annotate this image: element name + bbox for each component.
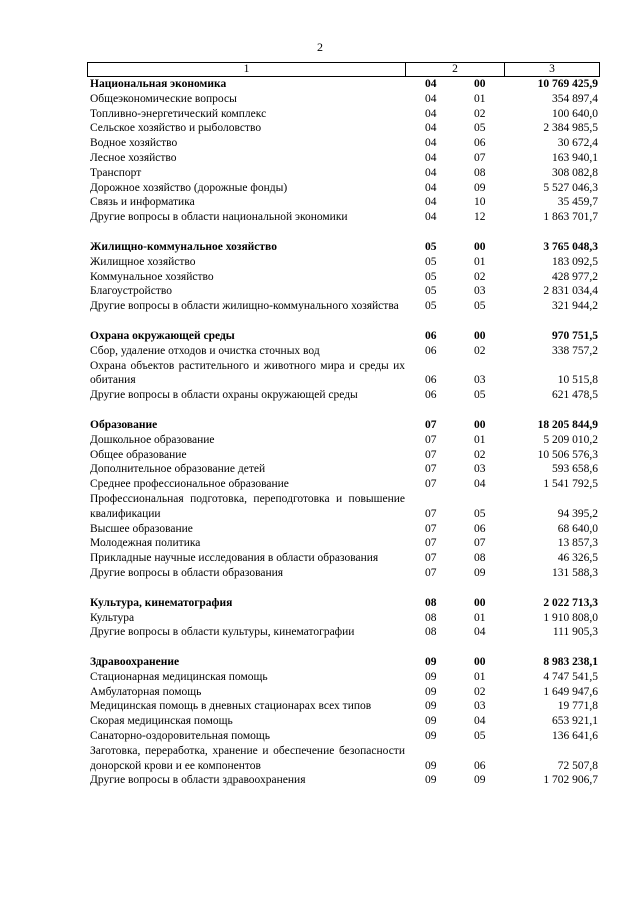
row-section: 09 xyxy=(425,670,437,683)
row-section: 07 xyxy=(425,566,437,579)
row-amount: 13 857,3 xyxy=(557,537,598,550)
table-row xyxy=(87,284,600,299)
row-section: 09 xyxy=(425,730,437,743)
header-col-2: 2 xyxy=(406,63,505,76)
row-amount: 5 527 046,3 xyxy=(543,181,598,194)
row-subsection: 06 xyxy=(474,759,486,772)
table-row xyxy=(87,551,600,566)
row-subsection: 01 xyxy=(474,611,486,624)
row-subsection: 04 xyxy=(474,715,486,728)
row-subsection: 04 xyxy=(474,626,486,639)
row-amount: 183 092,5 xyxy=(552,255,598,268)
row-name: Другие вопросы в области здравоохранения xyxy=(90,774,306,787)
row-section: 09 xyxy=(425,656,437,669)
row-name: Сельское хозяйство и рыболовство xyxy=(90,122,262,135)
row-amount: 4 747 541,5 xyxy=(543,670,598,683)
table-row xyxy=(87,136,600,151)
row-section: 09 xyxy=(425,700,437,713)
table-row xyxy=(87,699,600,714)
row-subsection: 02 xyxy=(474,448,486,461)
row-section: 07 xyxy=(425,463,437,476)
row-amount: 30 672,4 xyxy=(557,137,598,150)
row-section: 04 xyxy=(425,151,437,164)
row-subsection: 00 xyxy=(474,78,486,90)
row-name: Охрана окружающей среды xyxy=(90,329,235,342)
row-amount: 308 082,8 xyxy=(552,166,598,179)
table-row xyxy=(87,744,600,774)
row-section: 06 xyxy=(425,344,437,357)
row-subsection: 02 xyxy=(474,107,486,120)
section-title-row xyxy=(87,655,600,670)
row-section: 06 xyxy=(425,389,437,402)
row-section: 09 xyxy=(425,759,437,772)
row-section: 05 xyxy=(425,300,437,313)
row-name: Заготовка, переработка, хранение и обеспечение безопасности донорской крови и ее компонентов xyxy=(90,744,405,772)
row-subsection: 09 xyxy=(474,181,486,194)
section-gap xyxy=(87,581,600,596)
row-subsection: 01 xyxy=(474,92,486,105)
row-section: 07 xyxy=(425,448,437,461)
row-amount: 19 771,8 xyxy=(557,700,598,713)
row-name: Профессиональная подготовка, переподготовка и повышение квалификации xyxy=(90,492,405,520)
row-subsection: 00 xyxy=(474,656,486,669)
row-subsection: 03 xyxy=(474,285,486,298)
row-amount: 10 769 425,9 xyxy=(537,78,598,90)
row-name: Прикладные научные исследования в области образования xyxy=(90,552,379,565)
row-name: Молодежная политика xyxy=(90,537,201,550)
section-title-row xyxy=(87,240,600,255)
row-subsection: 02 xyxy=(474,270,486,283)
table-body xyxy=(87,77,600,788)
row-section: 04 xyxy=(425,78,437,90)
row-subsection: 06 xyxy=(474,137,486,150)
table-row xyxy=(87,433,600,448)
row-name: Санаторно-оздоровительная помощь xyxy=(90,730,270,743)
row-amount: 428 977,2 xyxy=(552,270,598,283)
row-subsection: 05 xyxy=(474,507,486,520)
table-row xyxy=(87,210,600,225)
section-gap xyxy=(87,314,600,329)
row-section: 08 xyxy=(425,626,437,639)
row-name: Национальная экономика xyxy=(90,78,227,90)
row-subsection: 00 xyxy=(474,596,486,609)
table-row xyxy=(87,344,600,359)
table-row xyxy=(87,729,600,744)
row-amount: 2 384 985,5 xyxy=(543,122,598,135)
row-section: 05 xyxy=(425,285,437,298)
row-subsection: 09 xyxy=(474,774,486,787)
row-amount: 136 641,6 xyxy=(552,730,598,743)
table-row xyxy=(87,611,600,626)
row-amount: 1 863 701,7 xyxy=(543,211,598,224)
row-amount: 3 765 048,3 xyxy=(543,240,598,253)
row-amount: 1 541 792,5 xyxy=(543,478,598,491)
row-section: 07 xyxy=(425,433,437,446)
table-row xyxy=(87,522,600,537)
row-name: Амбулаторная помощь xyxy=(90,685,202,698)
row-amount: 354 897,4 xyxy=(552,92,598,105)
row-subsection: 01 xyxy=(474,670,486,683)
row-amount: 2 831 034,4 xyxy=(543,285,598,298)
row-section: 04 xyxy=(425,107,437,120)
row-subsection: 00 xyxy=(474,240,486,253)
row-amount: 338 757,2 xyxy=(552,344,598,357)
page-number: 2 xyxy=(317,40,323,54)
row-name: Общее образование xyxy=(90,448,187,461)
row-name: Сбор, удаление отходов и очистка сточных вод xyxy=(90,344,320,357)
row-name: Медицинская помощь в дневных стационарах всех типов xyxy=(90,700,372,713)
row-section: 04 xyxy=(425,122,437,135)
row-amount: 1 649 947,6 xyxy=(543,685,598,698)
row-subsection: 08 xyxy=(474,552,486,565)
row-name: Дорожное хозяйство (дорожные фонды) xyxy=(90,181,288,194)
row-section: 08 xyxy=(425,596,437,609)
row-amount: 1 702 906,7 xyxy=(543,774,598,787)
row-amount: 653 921,1 xyxy=(552,715,598,728)
row-amount: 46 326,5 xyxy=(557,552,598,565)
row-subsection: 00 xyxy=(474,329,486,342)
row-subsection: 10 xyxy=(474,196,486,209)
section-title-row xyxy=(87,77,600,92)
row-name: Благоустройство xyxy=(90,285,172,298)
row-amount: 10 506 576,3 xyxy=(537,448,598,461)
row-section: 09 xyxy=(425,774,437,787)
row-name: Топливно-энергетический комплекс xyxy=(90,107,267,120)
table-row xyxy=(87,255,600,270)
row-amount: 321 944,2 xyxy=(552,300,598,313)
row-subsection: 07 xyxy=(474,151,486,164)
row-subsection: 02 xyxy=(474,685,486,698)
budget-table xyxy=(87,62,600,788)
row-name: Образование xyxy=(90,418,158,431)
table-row xyxy=(87,448,600,463)
header-col-1: 1 xyxy=(88,63,406,76)
table-row xyxy=(87,566,600,581)
row-amount: 68 640,0 xyxy=(557,522,598,535)
row-section: 09 xyxy=(425,685,437,698)
row-section: 07 xyxy=(425,537,437,550)
row-subsection: 00 xyxy=(474,418,486,431)
row-amount: 10 515,8 xyxy=(557,374,598,387)
row-subsection: 05 xyxy=(474,730,486,743)
row-amount: 8 983 238,1 xyxy=(543,656,598,669)
row-amount: 5 209 010,2 xyxy=(543,433,598,446)
row-subsection: 04 xyxy=(474,478,486,491)
row-section: 05 xyxy=(425,255,437,268)
table-row xyxy=(87,195,600,210)
row-section: 04 xyxy=(425,137,437,150)
row-subsection: 05 xyxy=(474,389,486,402)
table-row xyxy=(87,773,600,788)
row-name: Транспорт xyxy=(90,166,142,179)
row-name: Другие вопросы в области охраны окружающей среды xyxy=(90,389,358,402)
row-amount: 111 905,3 xyxy=(552,626,598,639)
row-name: Другие вопросы в области жилищно-коммунального хозяйства xyxy=(90,300,399,313)
row-subsection: 09 xyxy=(474,566,486,579)
table-row xyxy=(87,181,600,196)
row-name: Коммунальное хозяйство xyxy=(90,270,214,283)
row-amount: 100 640,0 xyxy=(552,107,598,120)
table-row xyxy=(87,121,600,136)
table-row xyxy=(87,462,600,477)
row-section: 06 xyxy=(425,374,437,387)
table-row xyxy=(87,151,600,166)
row-name: Жилищное хозяйство xyxy=(90,255,196,268)
table-header xyxy=(87,62,600,77)
row-subsection: 03 xyxy=(474,700,486,713)
row-name: Жилищно-коммунальное хозяйство xyxy=(90,240,277,253)
row-section: 08 xyxy=(425,611,437,624)
row-amount: 35 459,7 xyxy=(557,196,598,209)
row-section: 04 xyxy=(425,181,437,194)
row-subsection: 05 xyxy=(474,122,486,135)
row-subsection: 08 xyxy=(474,166,486,179)
row-name: Культура, кинематография xyxy=(90,596,233,609)
row-name: Охрана объектов растительного и животного мира и среды их обитания xyxy=(90,359,405,387)
row-amount: 621 478,5 xyxy=(552,389,598,402)
row-section: 07 xyxy=(425,507,437,520)
section-gap xyxy=(87,640,600,655)
row-amount: 94 395,2 xyxy=(557,507,598,520)
row-subsection: 07 xyxy=(474,537,486,550)
row-subsection: 03 xyxy=(474,374,486,387)
section-title-row xyxy=(87,418,600,433)
table-row xyxy=(87,536,600,551)
row-name: Связь и информатика xyxy=(90,196,195,209)
row-section: 04 xyxy=(425,196,437,209)
row-name: Стационарная медицинская помощь xyxy=(90,670,268,683)
row-subsection: 01 xyxy=(474,255,486,268)
row-section: 07 xyxy=(425,552,437,565)
row-section: 07 xyxy=(425,522,437,535)
row-amount: 18 205 844,9 xyxy=(537,418,598,431)
section-gap xyxy=(87,403,600,418)
row-name: Дополнительное образование детей xyxy=(90,463,266,476)
row-section: 04 xyxy=(425,211,437,224)
row-section: 07 xyxy=(425,418,437,431)
row-amount: 2 022 713,3 xyxy=(543,596,598,609)
row-amount: 970 751,5 xyxy=(552,329,598,342)
row-subsection: 12 xyxy=(474,211,486,224)
row-name: Здравоохранение xyxy=(90,656,180,669)
row-subsection: 03 xyxy=(474,463,486,476)
row-subsection: 05 xyxy=(474,300,486,313)
row-amount: 131 588,3 xyxy=(552,566,598,579)
row-section: 06 xyxy=(425,329,437,342)
table-row xyxy=(87,477,600,492)
row-name: Водное хозяйство xyxy=(90,137,178,150)
section-gap xyxy=(87,225,600,240)
row-name: Другие вопросы в области образования xyxy=(90,566,284,579)
row-section: 05 xyxy=(425,270,437,283)
table-row xyxy=(87,685,600,700)
table-row xyxy=(87,359,600,389)
section-title-row xyxy=(87,329,600,344)
table-row xyxy=(87,625,600,640)
table-row xyxy=(87,492,600,522)
row-section: 09 xyxy=(425,715,437,728)
table-row xyxy=(87,388,600,403)
row-section: 07 xyxy=(425,478,437,491)
row-subsection: 06 xyxy=(474,522,486,535)
row-name: Скорая медицинская помощь xyxy=(90,715,233,728)
row-name: Среднее профессиональное образование xyxy=(90,478,289,491)
row-amount: 593 658,6 xyxy=(552,463,598,476)
row-section: 05 xyxy=(425,240,437,253)
table-row xyxy=(87,299,600,314)
row-name: Высшее образование xyxy=(90,522,193,535)
row-subsection: 01 xyxy=(474,433,486,446)
table-row xyxy=(87,270,600,285)
table-row xyxy=(87,714,600,729)
row-amount: 163 940,1 xyxy=(552,151,598,164)
section-title-row xyxy=(87,596,600,611)
header-col-3: 3 xyxy=(549,63,555,75)
row-section: 04 xyxy=(425,166,437,179)
row-section: 04 xyxy=(425,92,437,105)
row-subsection: 02 xyxy=(474,344,486,357)
row-name: Общеэкономические вопросы xyxy=(90,92,237,105)
row-name: Лесное хозяйство xyxy=(90,151,177,164)
row-name: Другие вопросы в области культуры, кинематографии xyxy=(90,626,355,639)
row-name: Дошкольное образование xyxy=(90,433,215,446)
table-row xyxy=(87,670,600,685)
table-row xyxy=(87,92,600,107)
row-amount: 72 507,8 xyxy=(557,759,598,772)
table-row xyxy=(87,107,600,122)
row-amount: 1 910 808,0 xyxy=(543,611,598,624)
row-name: Культура xyxy=(90,611,135,624)
table-row xyxy=(87,166,600,181)
row-name: Другие вопросы в области национальной экономики xyxy=(90,211,348,224)
